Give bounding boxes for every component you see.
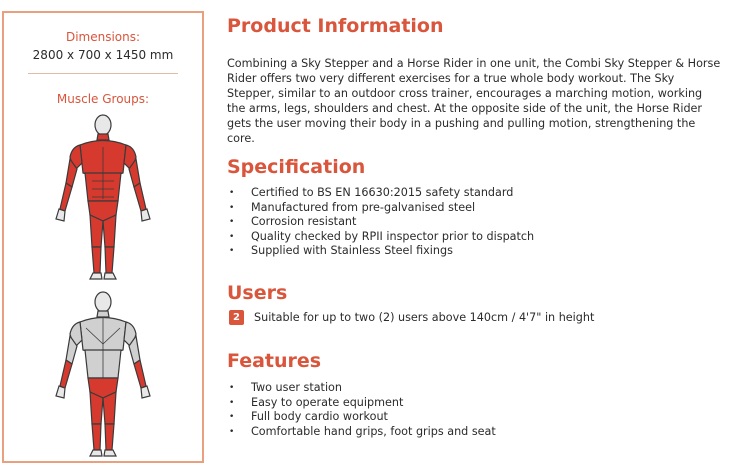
specification-list [227, 186, 534, 259]
specs-sidebar [2, 11, 204, 463]
list-item: • Easy to operate equipment [227, 396, 496, 411]
muscle-groups-label: Muscle Groups: [56, 92, 150, 106]
list-item: • Certified to BS EN 16630:2015 safety standard [227, 186, 534, 201]
list-item: • Two user station [227, 381, 496, 396]
user-count-badge: 2 [229, 310, 244, 325]
list-item: • Quality checked by RPII inspector prior to dispatch [227, 230, 534, 245]
list-item: • Comfortable hand grips, foot grips and seat [227, 425, 496, 440]
users-description: Suitable for up to two (2) users above 140cm / 4'7" in height [254, 311, 595, 324]
list-item: • Manufactured from pre-galvanised steel [227, 201, 534, 216]
features-list [227, 381, 496, 439]
dimensions-label: Dimensions: [65, 30, 141, 44]
dimensions-value: 2800 x 700 x 1450 mm [32, 48, 174, 62]
specification-heading: Specification [227, 156, 366, 178]
muscle-figure-front [50, 111, 156, 281]
sidebar-divider [28, 73, 178, 74]
list-item: • Corrosion resistant [227, 215, 534, 230]
list-item: • Full body cardio workout [227, 410, 496, 425]
product-info-heading: Product Information [227, 15, 444, 37]
users-heading: Users [227, 282, 288, 304]
muscle-figure-back [50, 288, 156, 458]
features-heading: Features [227, 350, 322, 372]
product-description: Combining a Sky Stepper and a Horse Rider in one unit, the Combi Sky Stepper & Horse Rider offers two very different exercises for a true whole body workout. The Sky Stepper, similar to an outdoor cross trainer, encourages a marching motion, working the arms, legs, shoulders and chest. At the opposite side of the unit, the Horse Rider gets the user moving their body in a pushing and pulling motion, strengthening the core. [227, 57, 721, 146]
list-item: • Supplied with Stainless Steel fixings [227, 244, 534, 259]
